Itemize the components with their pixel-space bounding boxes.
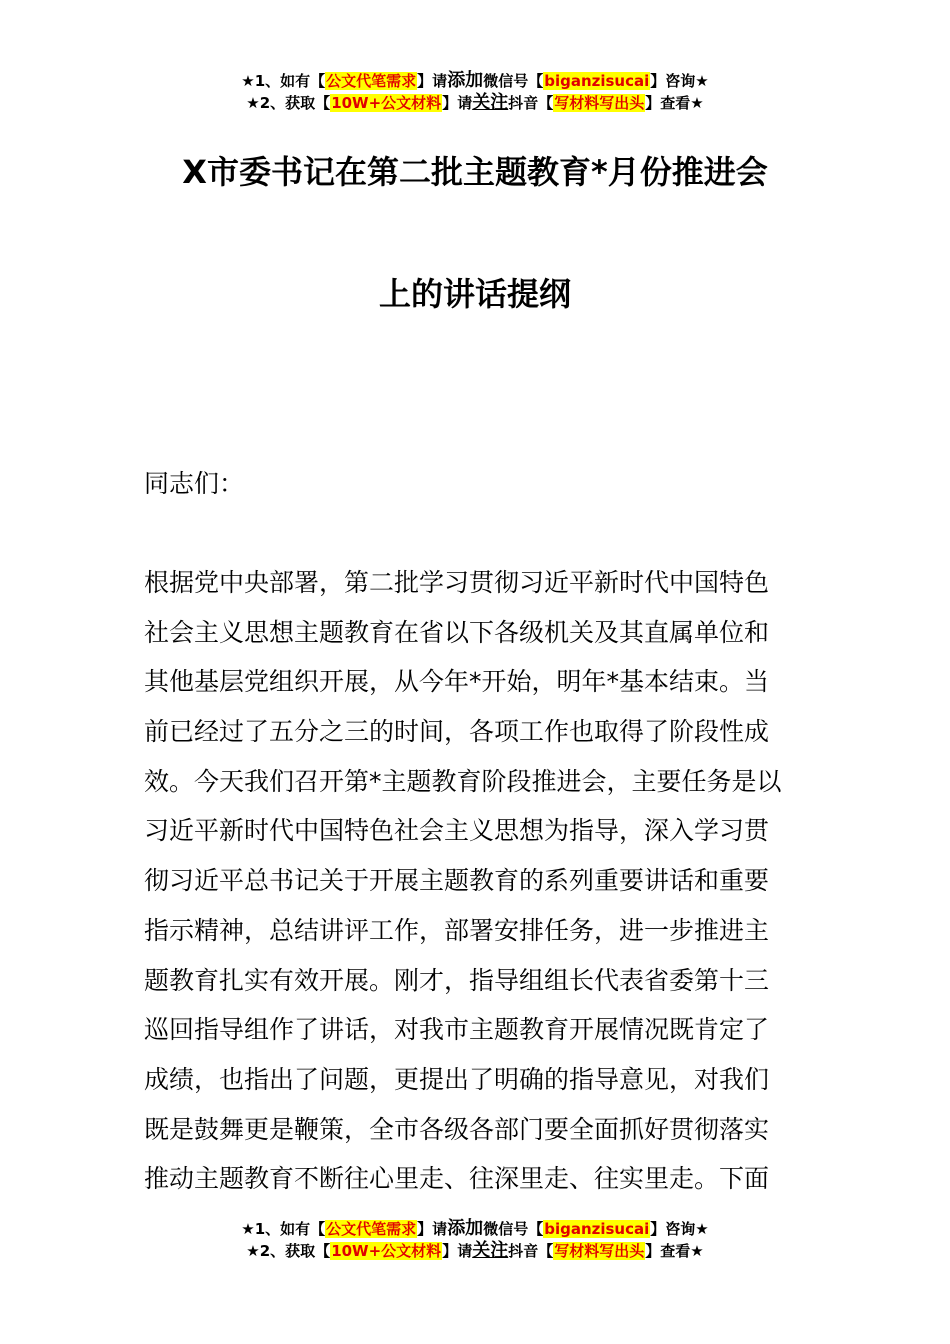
- body-paragraph: [144, 563, 814, 1209]
- banner-wechat-id: biganzisucai: [544, 72, 650, 90]
- banner-text: 抖音【: [508, 1242, 554, 1260]
- body-line: 彻习近平总书记关于开展主题教育的系列重要讲话和重要: [144, 866, 770, 896]
- banner-highlight: 公文代笔需求: [326, 1220, 417, 1238]
- body-line: 根据党中央部署，第二批学习贯彻习近平新时代中国特色: [144, 568, 770, 597]
- banner-line-1: [0, 70, 950, 92]
- banner-douyin-id: 写材料写出头: [554, 94, 645, 112]
- banner-text: 】请: [442, 94, 473, 112]
- banner-emphasis: 关注: [472, 92, 509, 113]
- banner-douyin-id: 写材料写出头: [554, 1242, 645, 1260]
- banner-text: 】请: [417, 1220, 448, 1238]
- banner-text: 】咨询★: [650, 72, 709, 90]
- banner-text: 】请: [442, 1242, 473, 1260]
- banner-text: 抖音【: [508, 94, 554, 112]
- banner-text: ★1、如有【: [241, 72, 326, 90]
- banner-line-2: [0, 1240, 950, 1262]
- banner-text: 】查看★: [645, 1242, 704, 1260]
- banner-line-1: [0, 1218, 950, 1240]
- banner-text: 】咨询★: [650, 1220, 709, 1238]
- banner-emphasis: 添加: [447, 70, 484, 91]
- banner-text: ★2、获取【: [246, 94, 331, 112]
- banner-emphasis: 添加: [447, 1218, 484, 1239]
- banner-emphasis: 关注: [472, 1240, 509, 1261]
- body-line: 推动主题教育不断往心里走、往深里走、往实里走。下面: [144, 1164, 770, 1194]
- header-banner: [0, 70, 950, 114]
- banner-text: 】请: [417, 72, 448, 90]
- banner-wechat-id: biganzisucai: [544, 1220, 650, 1238]
- body-line: 前已经过了五分之三的时间，各项工作也取得了阶段性成: [144, 717, 770, 747]
- banner-line-2: [0, 92, 950, 114]
- body-line: 社会主义思想主题教育在省以下各级机关及其直属单位和: [144, 617, 770, 647]
- salutation: 同志们：: [144, 469, 245, 498]
- banner-highlight: 10W+公文材料: [331, 94, 442, 112]
- document-title-line-2: 上的讲话提纲: [378, 275, 571, 313]
- banner-text: ★1、如有【: [241, 1220, 326, 1238]
- document-title-line-1: X市委书记在第二批主题教育*月份推进会: [182, 153, 768, 191]
- footer-banner: [0, 1218, 950, 1262]
- banner-text: 微信号【: [483, 72, 544, 90]
- banner-text: 】查看★: [645, 94, 704, 112]
- body-line: 题教育扎实有效开展。刚才，指导组组长代表省委第十三: [144, 965, 770, 995]
- banner-text: 微信号【: [483, 1220, 544, 1238]
- body-line: 习近平新时代中国特色社会主义思想为指导，深入学习贯: [144, 816, 770, 846]
- body-line: 效。今天我们召开第*主题教育阶段推进会，主要任务是以: [144, 766, 782, 796]
- banner-text: ★2、获取【: [246, 1242, 331, 1260]
- body-line: 其他基层党组织开展，从今年*开始，明年*基本结束。当: [144, 667, 770, 697]
- body-line: 成绩，也指出了问题，更提出了明确的指导意见，对我们: [144, 1064, 770, 1094]
- body-line: 巡回指导组作了讲话，对我市主题教育开展情况既肯定了: [144, 1015, 770, 1045]
- body-line: 指示精神，总结讲评工作，部署安排任务，进一步推进主: [144, 915, 770, 945]
- banner-highlight: 公文代笔需求: [326, 72, 417, 90]
- banner-highlight: 10W+公文材料: [331, 1242, 442, 1260]
- body-line: 既是鼓舞更是鞭策，全市各级各部门要全面抓好贯彻落实: [144, 1114, 770, 1144]
